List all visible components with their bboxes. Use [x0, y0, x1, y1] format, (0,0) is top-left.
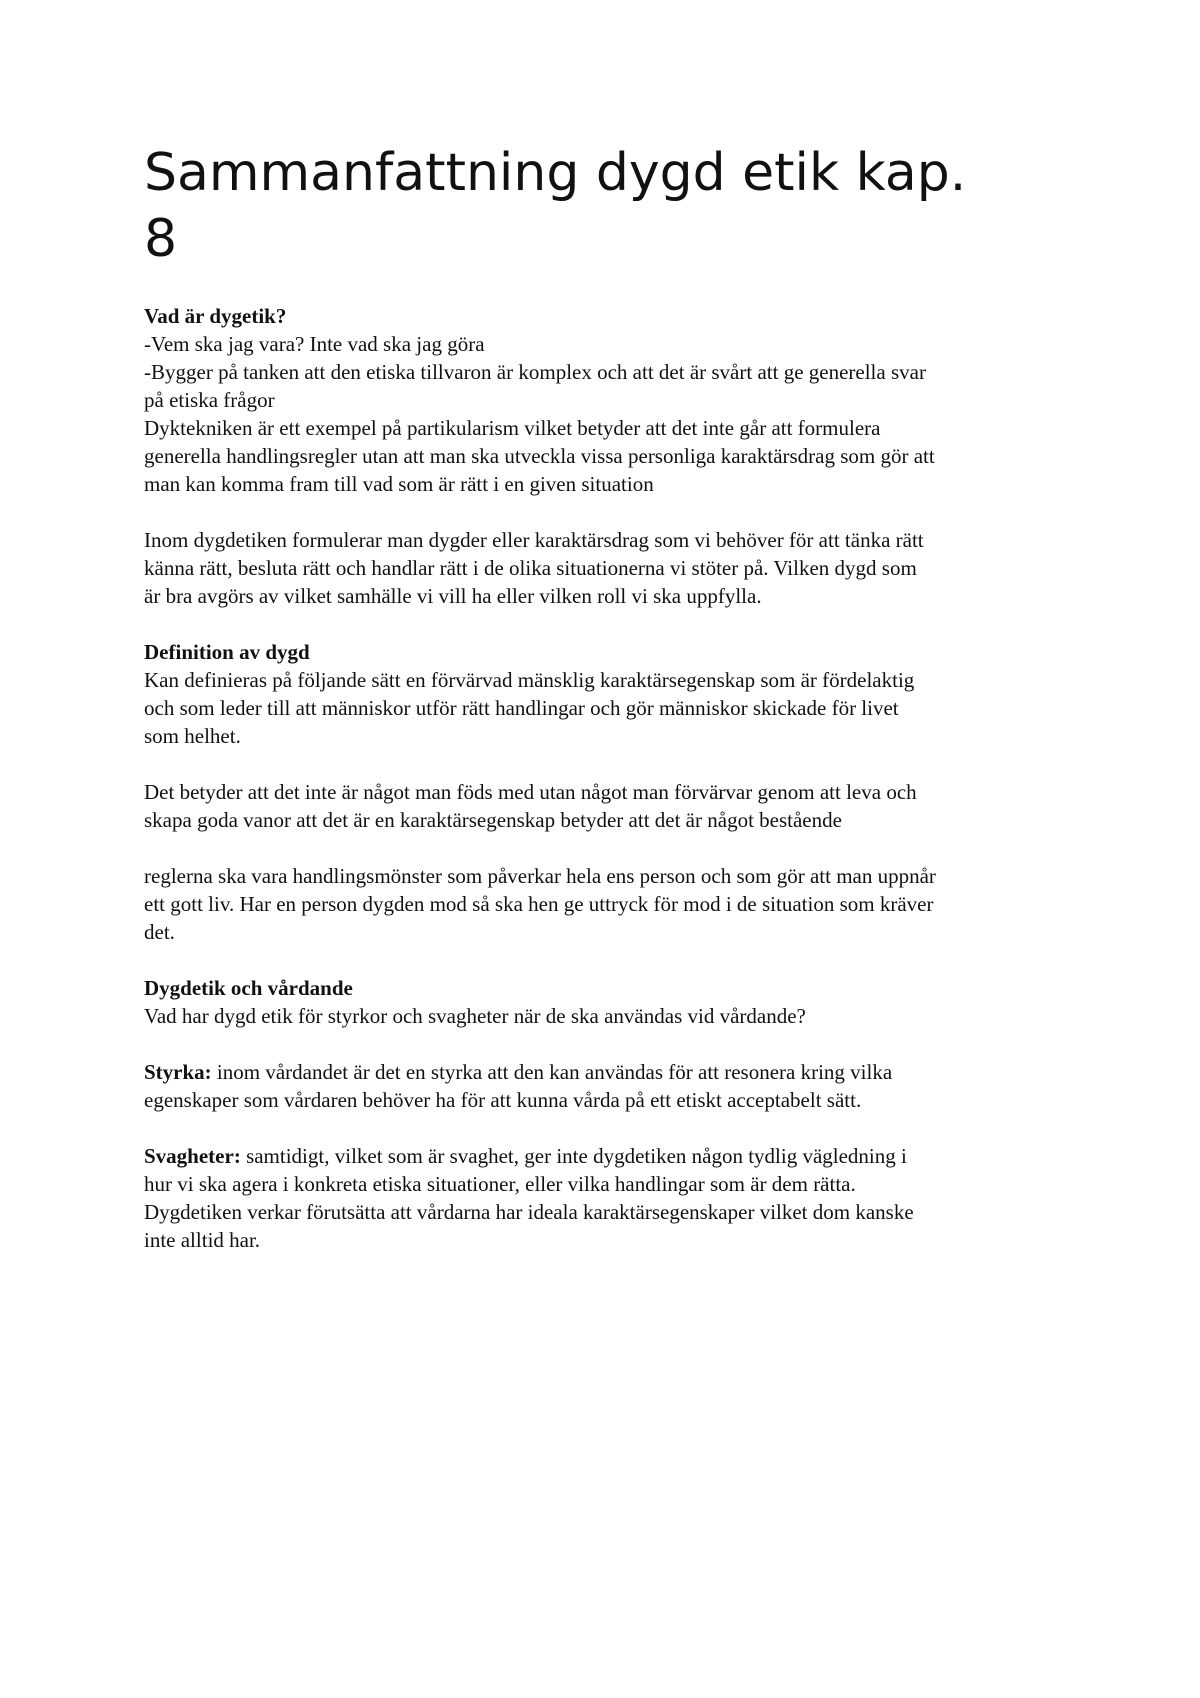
title-line: 8 [144, 209, 178, 269]
text-line: inte alltid har. [144, 1228, 261, 1252]
section-heading: Vad är dygetik? [144, 304, 287, 328]
text-line: hur vi ska agera i konkreta etiska situationer, eller vilka handlingar som är dem rätta. [144, 1172, 856, 1196]
section-care [144, 974, 1064, 1030]
text-line: Dyktekniken är ett exempel på partikularism vilket betyder att det inte går att formulera [144, 416, 881, 440]
section-what-is-virtue-ethics [144, 302, 1064, 498]
text-line: Inom dygdetiken formulerar man dygder eller karaktärsdrag som vi behöver för att tänka rätt [144, 528, 924, 552]
text-line: egenskaper som vårdaren behöver ha för att kunna vårda på ett etiskt acceptabelt sätt. [144, 1088, 862, 1112]
text-line: är bra avgörs av vilket samhälle vi vill ha eller vilken roll vi ska uppfylla. [144, 584, 762, 608]
paragraph-virtues [144, 526, 1064, 610]
text-line: reglerna ska vara handlingsmönster som påverkar hela ens person och som gör att man uppnår [144, 864, 936, 888]
text-line: Dygdetiken verkar förutsätta att vårdarna har ideala karaktärsegenskaper vilket dom kanske [144, 1200, 914, 1224]
text-line: Det betyder att det inte är något man föds med utan något man förvärvar genom att leva och [144, 780, 917, 804]
text-line: -Bygger på tanken att den etiska tillvaron är komplex och att det är svårt att ge generella svar [144, 360, 926, 384]
title-line: Sammanfattning dygd etik kap. [144, 143, 967, 203]
paragraph-meaning [144, 778, 1064, 834]
text-line: som helhet. [144, 724, 241, 748]
text-line: det. [144, 920, 175, 944]
text-line: och som leder till att människor utför rätt handlingar och gör människor skickade för livet [144, 696, 899, 720]
strength-text: inom vårdandet är det en styrka att den kan användas för att resonera kring vilka [211, 1060, 893, 1084]
weakness-text: samtidigt, vilket som är svaghet, ger inte dygdetiken någon tydlig vägledning i [240, 1144, 907, 1168]
section-definition [144, 638, 1064, 750]
text-line: känna rätt, besluta rätt och handlar rätt i de olika situationerna vi stöter på. Vilken dygd som [144, 556, 917, 580]
text-line: skapa goda vanor att det är en karaktärsegenskap betyder att det är något bestående [144, 808, 842, 832]
text-line [144, 1142, 1064, 1170]
text-line: man kan komma fram till vad som är rätt i en given situation [144, 472, 654, 496]
text-line [144, 1058, 1064, 1086]
text-line: Vad har dygd etik för styrkor och svagheter när de ska användas vid vårdande? [144, 1004, 806, 1028]
text-line: Kan definieras på följande sätt en förvärvad mänsklig karaktärsegenskap som är fördelaktig [144, 668, 915, 692]
text-line: -Vem ska jag vara? Inte vad ska jag göra [144, 332, 485, 356]
document-title [144, 140, 1064, 272]
document-page [144, 140, 1064, 1640]
strength-label: Styrka: [144, 1060, 212, 1084]
weakness-label: Svagheter: [144, 1144, 241, 1168]
section-heading: Dygdetik och vårdande [144, 976, 353, 1000]
text-line: generella handlingsregler utan att man ska utveckla vissa personliga karaktärsdrag som gör att [144, 444, 935, 468]
paragraph-strength [144, 1058, 1064, 1114]
paragraph-rules [144, 862, 1064, 946]
text-line: på etiska frågor [144, 388, 275, 412]
paragraph-weakness [144, 1142, 1064, 1254]
text-line: ett gott liv. Har en person dygden mod så ska hen ge uttryck för mod i de situation som kräver [144, 892, 934, 916]
section-heading: Definition av dygd [144, 640, 310, 664]
